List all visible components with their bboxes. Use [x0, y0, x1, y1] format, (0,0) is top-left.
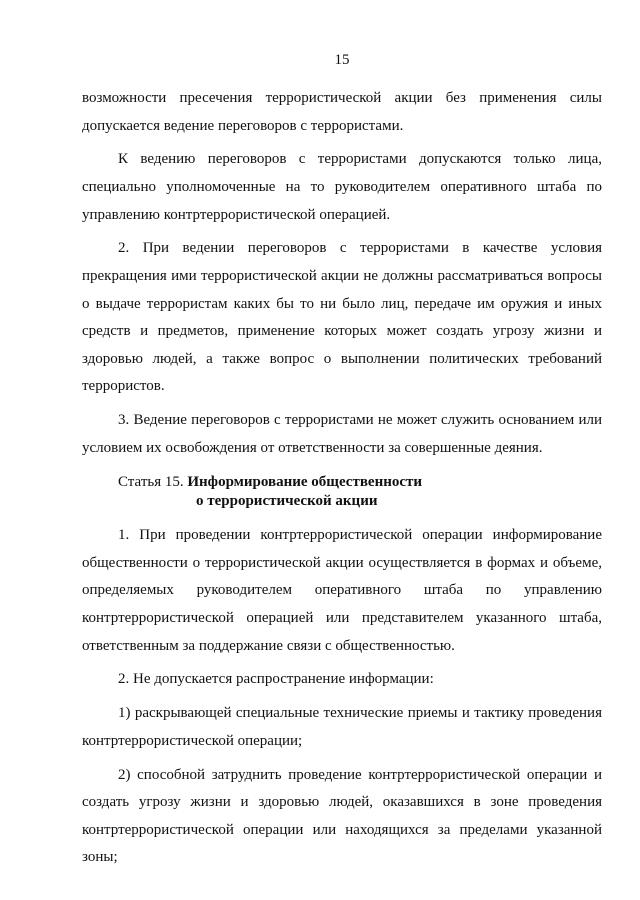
article-title-line2: о террористической акции — [196, 493, 378, 510]
paragraph-informing-2: 2. Не допускается распространение информации: — [118, 671, 434, 688]
paragraph-negotiators: К ведению переговоров с террористами допускаются только лица, специально уполномоченные на то руководителем оперативного штаба по управлению контртеррористической операцией. — [82, 151, 602, 223]
paragraph-informing-1: 1. При проведении контртеррористической операции информирование общественности о террористической акции осуществляется в формах и объеме, определяемых руководителем оперативного штаба по управлению контртеррористической операцией или представителем указанного штаба, ответственным за поддержание связи с общественностью. — [82, 527, 602, 654]
page-number: 15 — [334, 52, 350, 68]
article-label: Статья 15. — [118, 474, 184, 491]
paragraph-continuation: возможности пресечения террористической акции без применения силы допускается ведение переговоров с террористами. — [82, 90, 602, 134]
list-item-2: 2) способной затруднить проведение контртеррористической операции и создать угрозу жизни и здоровью людей, оказавшихся в зоне проведения контртеррористической операции или находящихся за пределами указанной зоны; — [82, 766, 602, 866]
list-item-1: 1) раскрывающей специальные технические приемы и тактику проведения контртеррористической операции; — [82, 705, 602, 749]
document-body — [82, 85, 602, 878]
article-heading-line1 — [118, 473, 602, 492]
paragraph-point-2: 2. При ведении переговоров с террористами в качестве условия прекращения ими террористической акции не должны рассматриваться вопросы о выдаче террористам каких бы то ни было лиц, передаче им оружия и иных средств и предметов, применение которых может создать угрозу жизни и здоровью людей, а также вопрос о выполнении политических требований террористов. — [82, 240, 602, 395]
article-heading — [118, 473, 602, 511]
paragraph-point-3: 3. Ведение переговоров с террористами не может служить основанием или условием их освобождения от ответственности за совершенные деяния. — [82, 412, 602, 456]
article-title: Информирование общественности — [187, 474, 423, 491]
